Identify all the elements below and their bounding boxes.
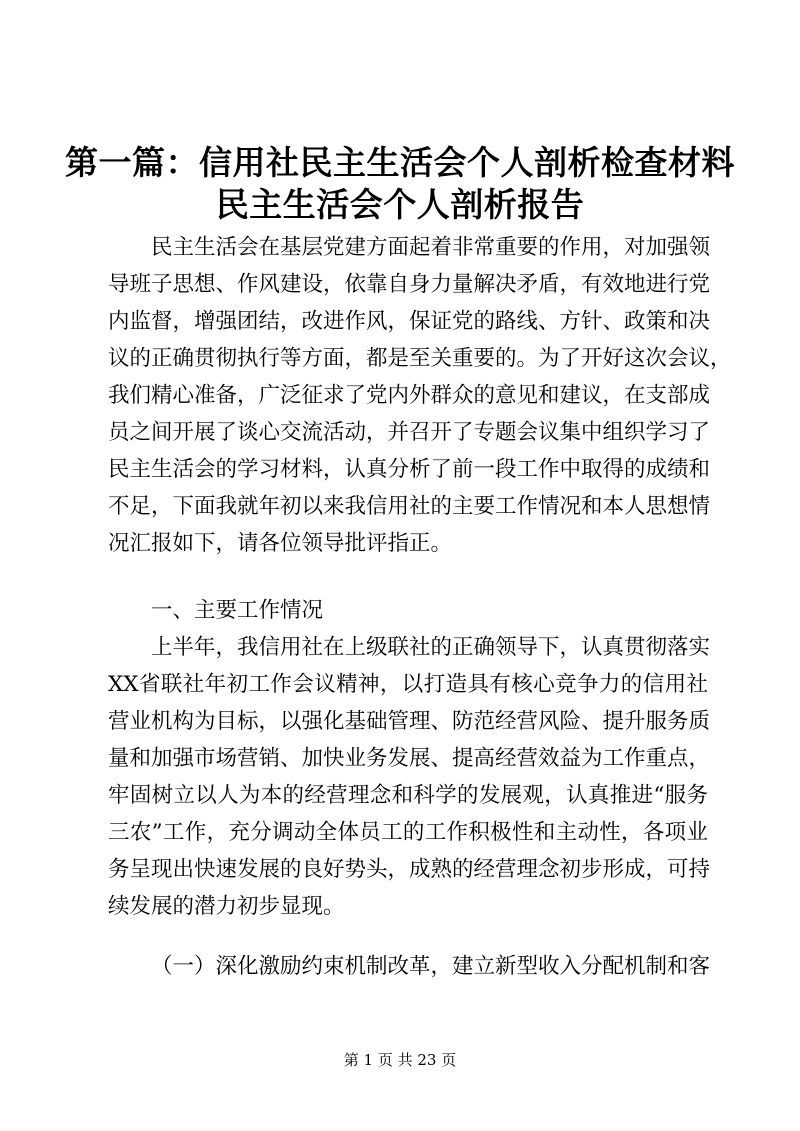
paragraph-1-line: 况汇报如下，请各位领导批评指正。 (108, 531, 453, 556)
paragraph-1-line: 我们精心准备，广泛征求了党内外群众的意见和建议，在支部成 (108, 383, 711, 408)
paragraph-1-line: 员之间开展了谈心交流活动，并召开了专题会议集中组织学习了 (108, 420, 711, 445)
paragraph-2-line: 量和加强市场营销、加快业务发展、提高经营效益为工作重点， (108, 746, 711, 771)
document-title-line-1: 第一篇：信用社民主生活会个人剖析检查材料 (65, 143, 735, 182)
subsection-heading: （一）深化激励约束机制改革，建立新型收入分配机制和客 (151, 954, 711, 979)
paragraph-2-line: XX省联社年初工作会议精神，以打造具有核心竞争力的信用社 (108, 672, 708, 697)
paragraph-2-line: 三农”工作，充分调动全体员工的工作积极性和主动性，各项业 (108, 820, 708, 845)
paragraph-1-line: 内监督，增强团结，改进作风，保证党的路线、方针、政策和决 (108, 309, 711, 334)
paragraph-1-line: 议的正确贯彻执行等方面，都是至关重要的。为了开好这次会议， (108, 346, 732, 371)
section-heading: 一、主要工作情况 (151, 598, 324, 623)
paragraph-2-line: 续发展的潜力初步显现。 (108, 894, 345, 919)
paragraph-1-line: 导班子思想、作风建设，依靠自身力量解决矛盾，有效地进行党 (108, 272, 711, 297)
document-title-line-2: 民主生活会个人剖析报告 (215, 185, 585, 224)
paragraph-2-line: 务呈现出快速发展的良好势头，成熟的经营理念初步形成，可持 (108, 857, 711, 882)
paragraph-1-line: 不足，下面我就年初以来我信用社的主要工作情况和本人思想情 (108, 494, 711, 519)
paragraph-2-line: 营业机构为目标，以强化基础管理、防范经营风险、提升服务质 (108, 709, 711, 734)
paragraph-1-line: 民主生活会的学习材料，认真分析了前一段工作中取得的成绩和 (108, 457, 711, 482)
page-number-footer: 第 1 页 共 23 页 (343, 1051, 457, 1069)
paragraph-1-line: 民主生活会在基层党建方面起着非常重要的作用，对加强领 (151, 235, 711, 260)
paragraph-2-line: 上半年，我信用社在上级联社的正确领导下，认真贯彻落实 (151, 635, 711, 660)
paragraph-2-line: 牢固树立以人为本的经营理念和科学的发展观，认真推进“服务 (108, 783, 708, 808)
